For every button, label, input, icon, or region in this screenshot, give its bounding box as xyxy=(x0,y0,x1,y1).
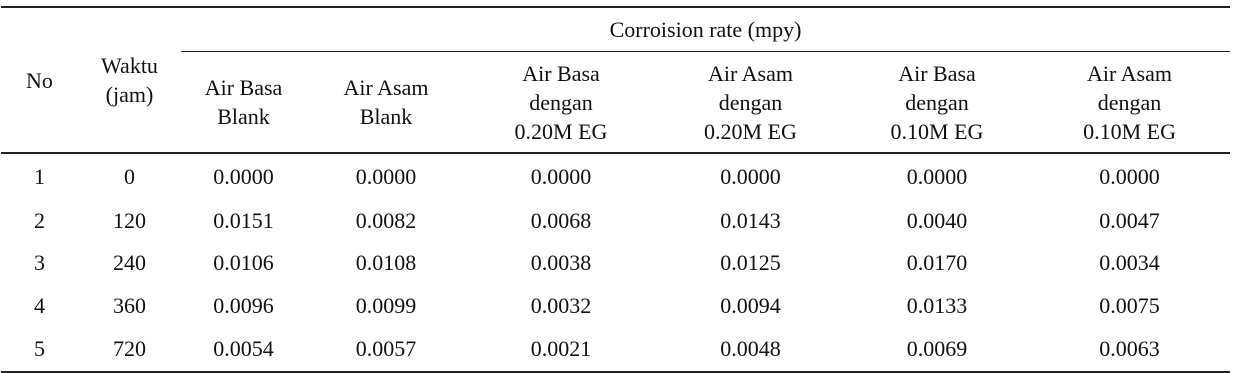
table-row xyxy=(1,327,1230,372)
table-cell: 0.0000 xyxy=(720,164,781,189)
table-row xyxy=(1,242,1230,285)
table-cell: 0.0038 xyxy=(530,250,592,276)
table-cell: 0.0108 xyxy=(355,250,417,276)
table-cell: 0.0143 xyxy=(720,207,781,233)
table-cell: 0.0054 xyxy=(181,327,306,372)
header-corrosion-rate-group: Corroision rate (mpy) xyxy=(181,7,1230,52)
table-cell: 0.0133 xyxy=(906,292,968,318)
table-cell: 3 xyxy=(34,250,45,276)
table-header xyxy=(1,7,1230,153)
table-cell: 0.0099 xyxy=(355,292,417,318)
header-col-asam-010-eg: Air Asam dengan 0.10M EG xyxy=(1029,52,1230,154)
table-cell: 0.0000 xyxy=(355,164,417,189)
table-cell: 2 xyxy=(34,207,45,233)
table-cell: 0.0000 xyxy=(530,164,592,189)
table-cell: 0.0021 xyxy=(466,327,656,372)
table-cell: 0.0047 xyxy=(1099,207,1160,233)
table-cell: 0.0069 xyxy=(845,327,1029,372)
header-row-group xyxy=(1,7,1230,52)
table-cell: 0.0000 xyxy=(213,164,274,189)
header-col-basa-020-eg: Air Basa dengan 0.20M EG xyxy=(466,52,656,154)
table-cell: 0.0000 xyxy=(906,164,968,189)
table-cell: 120 xyxy=(113,207,146,233)
table-cell: 720 xyxy=(78,327,181,372)
table-cell: 1 xyxy=(34,164,45,189)
table-cell: 0.0040 xyxy=(906,207,968,233)
table-row xyxy=(1,199,1230,242)
table-cell: 0.0048 xyxy=(656,327,845,372)
header-no: No xyxy=(1,7,78,153)
header-col-asam-blank: Air Asam Blank xyxy=(306,52,466,154)
table-cell: 0.0170 xyxy=(906,250,968,276)
table-cell: 0 xyxy=(124,164,135,189)
header-col-basa-blank: Air Basa Blank xyxy=(181,52,306,154)
table-cell: 0.0082 xyxy=(355,207,417,233)
table-cell: 0.0032 xyxy=(530,292,592,318)
header-row-columns xyxy=(1,52,1230,154)
header-col-asam-020-eg: Air Asam dengan 0.20M EG xyxy=(656,52,845,154)
table-cell: 0.0068 xyxy=(530,207,592,233)
table-cell: 360 xyxy=(113,292,146,318)
table-cell: 0.0096 xyxy=(213,292,274,318)
table-cell: 0.0106 xyxy=(213,250,274,276)
table-cell: 0.0034 xyxy=(1099,250,1160,276)
table-cell: 0.0151 xyxy=(213,207,274,233)
table-cell: 0.0000 xyxy=(1099,164,1160,189)
table-row xyxy=(1,153,1230,199)
table-cell: 0.0094 xyxy=(720,292,781,318)
header-col-basa-010-eg: Air Basa dengan 0.10M EG xyxy=(845,52,1029,154)
table-cell: 0.0125 xyxy=(720,250,781,276)
header-time: Waktu (jam) xyxy=(78,7,181,153)
table-cell: 0.0063 xyxy=(1029,327,1230,372)
table-cell: 0.0075 xyxy=(1099,292,1160,318)
corrosion-rate-table xyxy=(1,6,1230,373)
table-cell: 4 xyxy=(34,292,45,318)
table-cell: 5 xyxy=(1,327,78,372)
table-cell: 240 xyxy=(113,250,146,276)
table-row xyxy=(1,284,1230,327)
table-cell: 0.0057 xyxy=(306,327,466,372)
table-body xyxy=(1,153,1230,372)
